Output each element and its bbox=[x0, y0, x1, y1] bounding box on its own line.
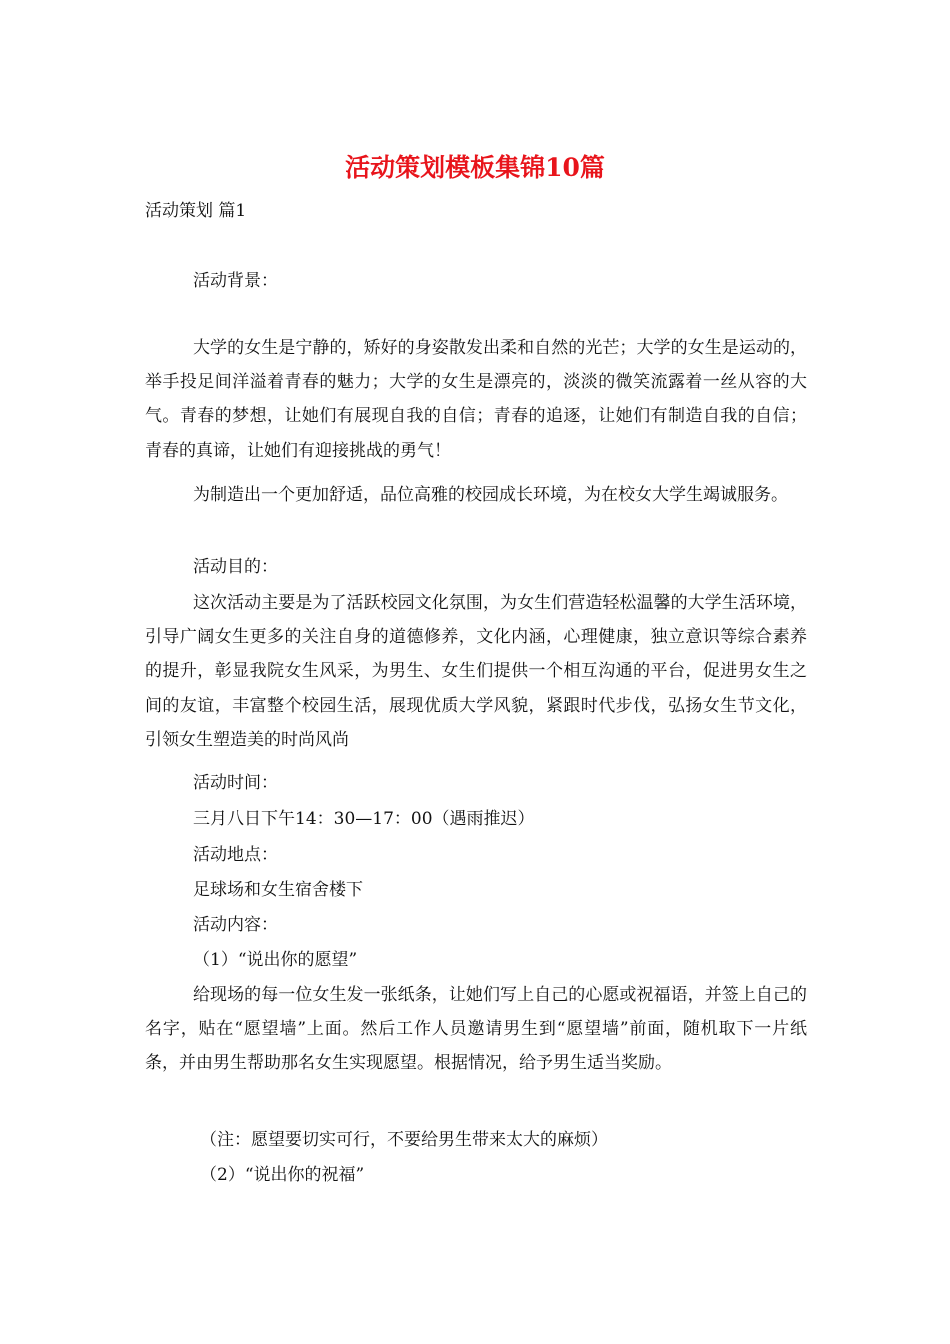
note: （注：愿望要切实可行，不要给男生带来太大的麻烦） bbox=[200, 1130, 608, 1150]
paragraph-purpose: 为制造出一个更加舒适，品位高雅的校园成长环境，为在校女大学生竭诚服务。 bbox=[193, 485, 788, 505]
goal-label: 活动目的： bbox=[193, 557, 278, 577]
background-label: 活动背景： bbox=[193, 271, 278, 291]
section-heading: 活动策划 篇1 bbox=[145, 201, 247, 221]
item-1-title: （1）“说出你的愿望” bbox=[193, 950, 358, 970]
place-label: 活动地点： bbox=[193, 845, 278, 865]
time-label: 活动时间： bbox=[193, 773, 278, 793]
document-title: 活动策划模板集锦10篇 bbox=[345, 153, 605, 182]
time-value: 三月八日下午14：30—17：00（遇雨推迟） bbox=[193, 809, 535, 829]
content-label: 活动内容： bbox=[193, 915, 278, 935]
paragraph-background: 大学的女生是宁静的，矫好的身姿散发出柔和自然的光芒；大学的女生是运动的，举手投足间洋溢着青春的魅力；大学的女生是漂亮的，淡淡的微笑流露着一丝从容的大气。青春的梦想，让她们有展现自我的自信；青春的追逐，让她们有制造自我的自信；青春的真谛，让她们有迎接挑战的勇气！ bbox=[145, 338, 807, 461]
item-2-title: （2）“说出你的祝福” bbox=[200, 1165, 365, 1185]
paragraph-wish: 给现场的每一位女生发一张纸条，让她们写上自己的心愿或祝福语，并签上自己的名字，贴在“愿望墙”上面。然后工作人员邀请男生到“愿望墙”前面，随机取下一片纸条，并由男生帮助那名女生实现愿望。根据情况，给予男生适当奖励。 bbox=[145, 985, 807, 1074]
place-value: 足球场和女生宿舍楼下 bbox=[193, 880, 363, 900]
paragraph-goal: 这次活动主要是为了活跃校园文化氛围，为女生们营造轻松温馨的大学生活环境，引导广阔女生更多的关注自身的道德修养，文化内涵，心理健康，独立意识等综合素养的提升，彰显我院女生风采，为男生、女生们提供一个相互沟通的平台，促进男女生之间的友谊，丰富整个校园生活，展现优质大学风貌，紧跟时代步伐，弘扬女生节文化，引领女生塑造美的时尚风尚 bbox=[145, 593, 807, 750]
